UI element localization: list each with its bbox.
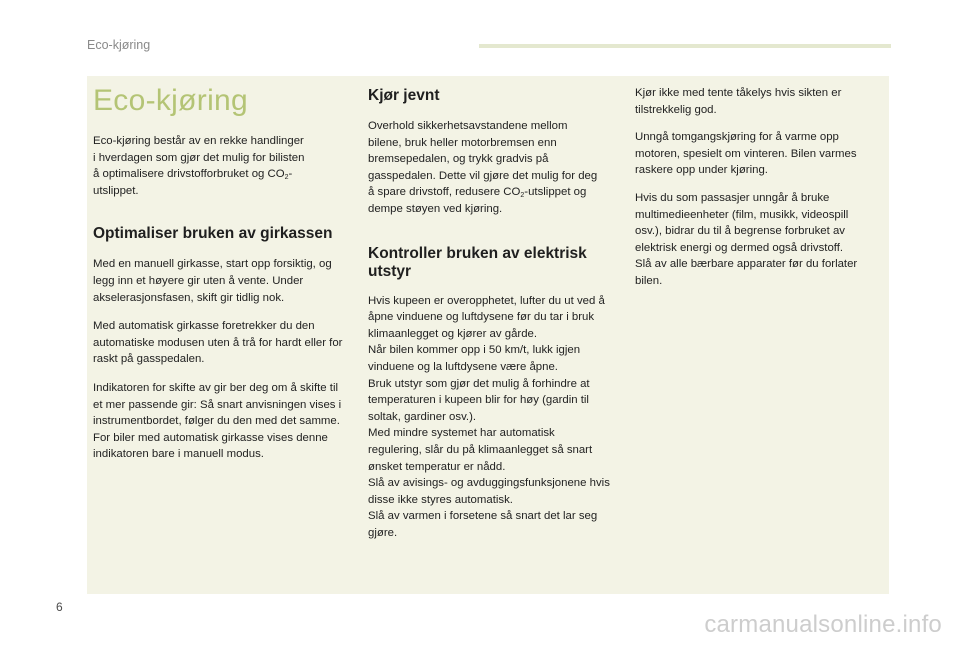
smooth-line: Overhold sikkerhetsavstandene mellom (368, 120, 568, 132)
smooth-line: å spare drivstoff, redusere CO (368, 186, 521, 199)
intro-line: å optimalisere drivstofforbruket og CO (93, 168, 285, 181)
running-header: Eco-kjøring (87, 38, 151, 52)
page-title: Eco-kjøring (93, 84, 248, 117)
smooth-line: bilene, bruk heller motorbremsen enn (368, 136, 557, 149)
content-panel (87, 76, 889, 594)
header-rule (479, 44, 891, 48)
page-number: 6 (56, 600, 63, 614)
smooth-line: dempe støyen ved kjøring. (368, 202, 503, 215)
passenger-devices-paragraph (635, 190, 875, 290)
smooth-driving-heading: Kjør jevnt (368, 87, 440, 104)
passenger-text: Hvis du som passasjer unngår å bruke multimedieenheter (film, musikk, videospill osv.), bidrar du til å begrense forbruket av elektrisk energi og dermed også drivstoff. (635, 191, 849, 254)
column-2 (368, 76, 610, 541)
intro-line: i hverdagen som gjør det mulig for bilisten (93, 151, 305, 164)
electrical-text: Slå av avisings- og avduggingsfunksjonene hvis disse ikke styres automatisk. (368, 477, 610, 506)
intro-line: utslippet. (93, 184, 139, 197)
smooth-line: -utslippet og (524, 186, 587, 199)
indicator-automatic-text: For biler med automatisk girkasse vises denne indikatoren bare i manuell modus. (93, 431, 328, 461)
smooth-line: bremsepedalen, og trykk gradvis på (368, 153, 549, 166)
column-3 (635, 76, 875, 290)
subscript: 2 (520, 192, 525, 200)
watermark: carmanualsonline.info (704, 611, 942, 638)
gearbox-heading: Optimaliser bruken av girkassen (93, 225, 333, 243)
fog-lights-paragraph: Kjør ikke med tente tåkelys hvis sikten er tilstrekkelig god. (635, 87, 842, 116)
gearbox-paragraph-automatic: Med automatisk girkasse foretrekker du den automatiske modusen uten å trå for hardt eller for raskt på gasspedalen. (93, 320, 343, 366)
electrical-text: Med mindre systemet har automatisk regulering, slår du på klimaanlegget så snart ønsket temperatur er nådd. (368, 427, 593, 473)
gearbox-paragraph-indicator (93, 380, 345, 463)
indicator-text: Indikatoren for skifte av gir ber deg om å skifte til et mer passende gir: Så snart anvisningen vises i instrumentbordet, følger du den med det samme. (93, 381, 342, 428)
intro-line: Eco-kjøring består av en rekke handlinger (93, 135, 304, 147)
electrical-text: Bruk utstyr som gjør det mulig å forhindre at temperaturen i kupeen blir for høy (gardin til soltak, gardiner osv.). (368, 377, 590, 423)
electrical-heading: Kontroller bruken av elektrisk utstyr (368, 244, 587, 280)
electrical-text: Når bilen kommer opp i 50 km/t, lukk igjen vinduene og la luftdysene være åpne. (368, 344, 581, 373)
subscript: 2 (284, 174, 289, 182)
electrical-text: Hvis kupeen er overopphetet, lufter du ut ved å åpne vinduene og luftdysene før du tar i bruk klimaanlegget og kjører av gårde. (368, 294, 605, 340)
electrical-text: Slå av varmen i forsetene så snart det lar seg gjøre. (368, 510, 598, 539)
electrical-paragraph (368, 293, 610, 542)
smooth-driving-paragraph (368, 118, 610, 218)
passenger-text: Slå av alle bærbare apparater før du forlater bilen. (635, 258, 858, 287)
gearbox-paragraph-manual: Med en manuell girkasse, start opp forsiktig, og legg inn et høyere gir uten å vente. Under akselerasjonsfasen, skift gir tidlig nok. (93, 258, 332, 304)
intro-line: - (288, 168, 293, 181)
column-1 (93, 76, 345, 463)
smooth-line: gasspedalen. Dette vil gjøre det mulig for deg (368, 169, 598, 182)
idling-paragraph: Unngå tomgangskjøring for å varme opp motoren, spesielt om vinteren. Bilen varmes raskere opp under kjøring. (635, 131, 857, 177)
intro-paragraph (93, 133, 345, 199)
